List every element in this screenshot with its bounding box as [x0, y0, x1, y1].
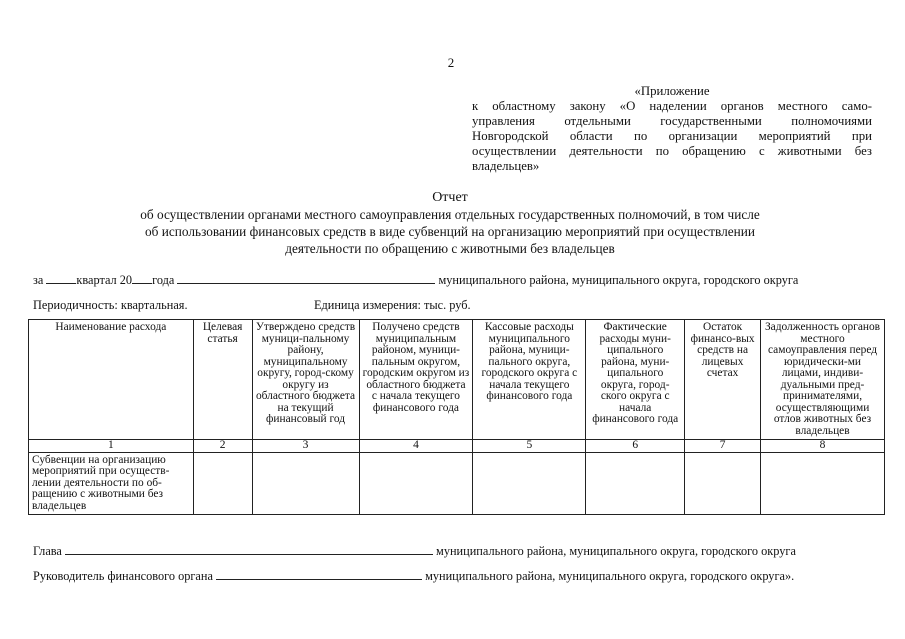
column-number: 2: [193, 440, 252, 453]
head-suffix: муниципального района, муниципального округа, городского округа: [436, 544, 796, 558]
period-year-suffix: года: [152, 273, 175, 287]
period-suffix: муниципального района, муниципального округа, городского округа: [438, 273, 799, 287]
table-header-cell: Получено средств муниципальным районом, муници-пальным округом, городским округом из областного бюджета с начала текущего финансового года: [359, 320, 473, 440]
finance-suffix: муниципального района, муниципального округа, городского округа».: [425, 569, 795, 583]
appendix-line: Новгородской области по организации мероприятий при: [472, 129, 872, 143]
appendix-title: «Приложение: [634, 84, 710, 98]
expense-name-cell: Субвенции на организацию мероприятий при осуществ-лении деятельности по об-ращению с животными без владельцев: [29, 452, 194, 515]
value-cell[interactable]: [359, 452, 473, 515]
quarter-blank[interactable]: [46, 272, 76, 284]
periodicity: Периодичность: квартальная.: [33, 298, 188, 312]
column-number: 8: [761, 440, 885, 453]
table-header-cell: Фактические расходы муни-ципального района, муни-ципального округа, город-ского округа с начала финансового года: [586, 320, 685, 440]
report-title: Отчет: [432, 190, 468, 205]
table-header-cell: Кассовые расходы муниципального района, муници-пального округа, городского округа с начала текущего финансового года: [473, 320, 586, 440]
finance-signature-line: [33, 568, 794, 584]
column-number: 3: [252, 440, 359, 453]
appendix-line: управления отдельными государственными полномочиями: [472, 114, 872, 128]
head-label: Глава: [33, 544, 62, 558]
page-number: 2: [447, 55, 455, 70]
column-number: 4: [359, 440, 473, 453]
value-cell[interactable]: [761, 452, 885, 515]
unit-of-measure: Единица измерения: тыс. руб.: [314, 298, 471, 312]
column-number: 5: [473, 440, 586, 453]
period-line: [33, 272, 863, 288]
report-heading: [40, 189, 860, 257]
table-header-cell: Остаток финансо-вых средств на лицевых счетах: [685, 320, 761, 440]
value-cell[interactable]: [193, 452, 252, 515]
value-cell[interactable]: [473, 452, 586, 515]
table-row: [29, 452, 885, 515]
column-number: 7: [685, 440, 761, 453]
period-prefix: за: [33, 273, 44, 287]
report-table: [28, 319, 885, 515]
table-header-row: [29, 320, 885, 440]
appendix-line: к областному закону «О наделении органов местного само-: [472, 99, 872, 113]
column-number: 1: [29, 440, 194, 453]
finance-signature-blank[interactable]: [216, 568, 422, 580]
report-subtitle-line: об осуществлении органами местного самоуправления отдельных государственных полномочий, в том числе: [140, 207, 760, 222]
report-subtitle-line: деятельности по обращению с животными без владельцев: [285, 241, 615, 256]
period-quarter: квартал 20: [76, 273, 133, 287]
appendix-header: [472, 84, 872, 174]
column-number: 6: [586, 440, 685, 453]
municipality-blank[interactable]: [177, 272, 435, 284]
appendix-line: осуществлении деятельности по обращению с животными без: [472, 144, 872, 158]
table-header-cell: Целевая статья: [193, 320, 252, 440]
finance-label: Руководитель финансового органа: [33, 569, 213, 583]
year-blank[interactable]: [132, 272, 152, 284]
value-cell[interactable]: [252, 452, 359, 515]
appendix-line: владельцев»: [472, 159, 540, 173]
value-cell[interactable]: [586, 452, 685, 515]
head-signature-blank[interactable]: [65, 543, 433, 555]
value-cell[interactable]: [685, 452, 761, 515]
table-number-row: [29, 440, 885, 453]
table-header-cell: Утверждено средств муници-пальному району, муниципальному округу, город-скому округу из областного бюджета на текущий финансовый год: [252, 320, 359, 440]
report-subtitle-line: об использовании финансовых средств в виде субвенций на организацию мероприятий при осуществлении: [145, 224, 755, 239]
table-header-cell: Наименование расхода: [29, 320, 194, 440]
table-header-cell: Задолженность органов местного самоуправления перед юридически-ми лицами, индиви-дуальными пред-принимателями, осуществляющими отлов животных без владельцев: [761, 320, 885, 440]
head-signature-line: [33, 543, 796, 559]
